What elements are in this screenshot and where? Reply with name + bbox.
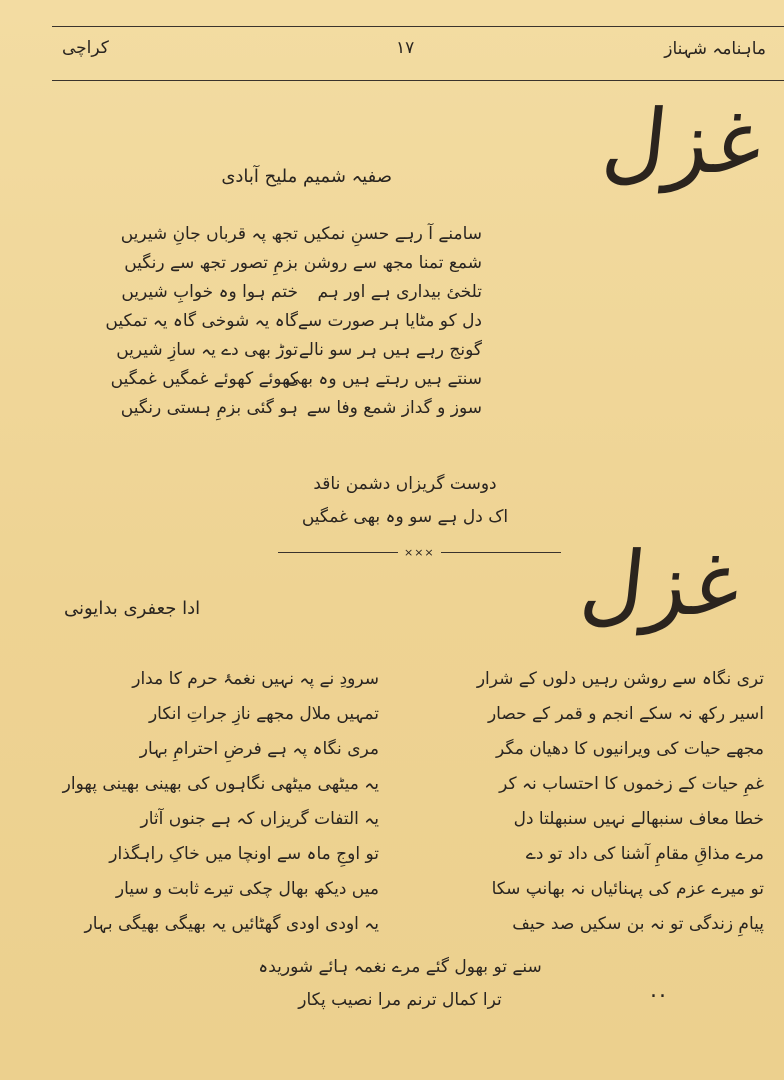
verse-line: پیامِ زندگی تو نہ بن سکیں صد حیف <box>512 914 764 934</box>
ghazal-1-poet: صفیہ شمیم ملیح آبادی <box>221 166 392 187</box>
verse-line: دل کو مٹایا ہر صورت سے <box>297 311 482 331</box>
separator-ornament: ××× <box>404 546 435 559</box>
ghazal-2-left-column <box>63 662 379 942</box>
verse-line: خطا معاف سنبھالے نہیں سنبھلتا دل <box>513 809 764 829</box>
ghazal-2-poet: ادا جعفری بدایونی <box>64 598 201 619</box>
verse-line: سرودِ نے پہ نہیں نغمۂ حرم کا مدار <box>132 669 379 689</box>
verse-line: یہ میٹھی میٹھی نگاہوں کی بھینی بھینی پھوار <box>62 774 379 794</box>
verse-line: تمہیں ملال مجھے نازِ جراتِ انکار <box>148 704 379 724</box>
header-magazine-name: ماہنامہ شہناز <box>664 39 766 59</box>
header-bottom-rule <box>52 80 784 81</box>
verse-line: ختم ہوا وہ خوابِ شیریں <box>121 282 298 302</box>
verse-line: گاہ یہ شوخی گاہ یہ تمکیں <box>105 311 298 331</box>
verse-line: سنتے ہیں رہتے ہیں وہ بھی <box>286 369 482 389</box>
ghazal-2-closing-line-2: ترا کمال ترنم مرا نصیب پکار <box>298 990 502 1010</box>
section-separator <box>278 546 561 559</box>
verse-line: سامنے آ رہے حسنِ نمکیں <box>303 224 482 244</box>
page-number: ۱۷ <box>396 38 415 58</box>
verse-line: مرے مذاقِ مقامِ آشنا کی داد تو دے <box>525 844 764 864</box>
verse-line: یہ اودی اودی گھٹائیں یہ بھیگی بھیگی بہار <box>84 914 379 934</box>
verse-line: تری نگاہ سے روشن رہیں دلوں کے شرار <box>476 669 764 689</box>
decorative-dots: .. <box>650 978 668 1003</box>
ghazal-2-heading: غزل <box>576 532 746 635</box>
verse-line: تلخئ بیداری ہے اور ہم <box>317 282 482 302</box>
header-top-rule <box>52 26 784 27</box>
verse-line: یہ التفات گریزاں کہ ہے جنوں آثار <box>140 809 379 829</box>
ghazal-1-closing-line-2: اک دل ہے سو وہ بھی غمگیں <box>301 507 509 527</box>
verse-line: بزمِ تصور تجھ سے رنگیں <box>124 253 298 273</box>
verse-line: کھوئے کھوئے غمگیں غمگیں <box>110 369 298 389</box>
verse-line: تو میرے عزم کی پہنائیاں نہ بھانپ سکا <box>491 879 764 899</box>
verse-line: توڑ بھی دے یہ سازِ شیریں <box>116 340 298 360</box>
header-city: کراچی <box>62 38 109 58</box>
separator-line <box>278 552 398 553</box>
verse-line: تجھ پہ قرباں جانِ شیریں <box>120 224 298 244</box>
ghazal-2-closing-line-1: سنے تو بھول گئے مرے نغمہ ہائے شوریدہ <box>258 957 542 977</box>
verse-line: مری نگاہ پہ ہے فرضِ احترامِ بہار <box>139 739 379 759</box>
verse-line: غمِ حیات کے زخموں کا احتساب نہ کر <box>499 774 764 794</box>
verse-line: گونج رہے ہیں ہر سو نالے <box>298 340 482 360</box>
ghazal-1-left-column <box>105 220 298 423</box>
separator-line <box>441 552 561 553</box>
ghazal-2-right-column <box>477 662 764 942</box>
verse-line: شمع تمنا مجھ سے روشن <box>303 253 482 273</box>
verse-line: تو اوجِ ماہ سے اونچا میں خاکِ راہگذار <box>109 844 379 864</box>
verse-line: مجھے حیات کی ویرانیوں کا دھیان مگر <box>495 739 764 759</box>
verse-line: ہو گئی بزمِ ہستی رنگیں <box>120 398 298 418</box>
ghazal-1-closing-line-1: دوست گریزاں دشمن ناقد <box>313 474 497 494</box>
ghazal-1-heading: غزل <box>598 90 768 193</box>
verse-line: میں دیکھ بھال چکی تیرے ثابت و سیار <box>115 879 379 899</box>
ghazal-1-right-column <box>286 220 482 423</box>
verse-line: سوز و گداز شمع وفا سے <box>306 398 482 418</box>
verse-line: اسیر رکھ نہ سکے انجم و قمر کے حصار <box>487 704 764 724</box>
